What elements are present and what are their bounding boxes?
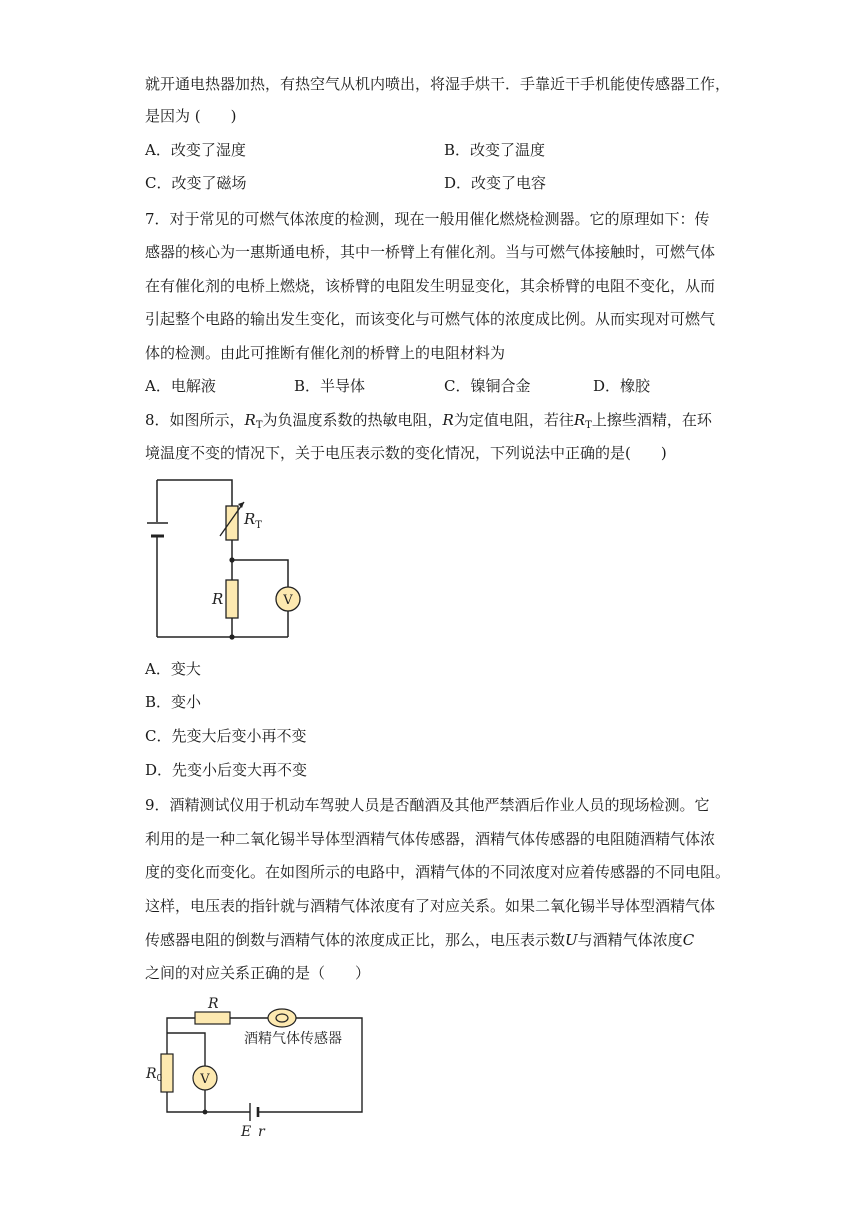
q8-option-b: B．变小 [145, 693, 202, 711]
q8-line1-part-b: 为负温度系数的热敏电阻， [262, 411, 443, 429]
q9-text-line-2: 利用的是一种二氧化锡半导体型酒精气体传感器，酒精气体传感器的电阻随酒精气体浓 [145, 830, 716, 848]
q9-c-symbol: C [682, 931, 695, 949]
q8-line1-part-c: 为定值电阻，若往 [453, 411, 574, 429]
q9-u-symbol: U [565, 931, 578, 949]
q9-resistor-r0 [161, 1054, 173, 1092]
q8-fig-rt-sub: T [255, 520, 262, 531]
q9-fig-r0-label [145, 1066, 163, 1084]
q8-wire-voltmeter-top [232, 560, 288, 587]
q9-sensor-label: 酒精气体传感器 [244, 1031, 342, 1047]
q6-option-b: B．改变了温度 [444, 141, 546, 159]
q9-text-line-4: 这样，电压表的指针就与酒精气体浓度有了对应关系。如果二氧化锡半导体型酒精气体 [145, 897, 716, 915]
q8-fig-r-label: R [212, 590, 224, 608]
q8-rt-subscript: T [255, 420, 263, 431]
q9-fig-internal-r-label: r [258, 1124, 265, 1140]
q8-text-line-1 [145, 410, 712, 436]
q9-text-line-5 [145, 930, 694, 950]
q8-rt-symbol-2: R [573, 411, 586, 429]
q8-option-a: A．变大 [145, 660, 201, 678]
q9-wire-left-top [167, 1018, 195, 1054]
q8-line1-part-d: 上擦些酒精，在环 [591, 411, 712, 429]
q7-text-line-4: 引起整个电路的输出发生变化，而该变化与可燃气体的浓度成比例。从而实现对可燃气 [145, 310, 716, 328]
q7-option-c: C．镍铜合金 [444, 377, 531, 395]
q8-junction-top [229, 557, 234, 562]
q8-fig-rt-label [243, 510, 262, 531]
q9-text-line-1: 9．酒精测试仪用于机动车驾驶人员是否酗酒及其他严禁酒后作业人员的现场检测。它 [145, 796, 710, 814]
q9-voltmeter-label: V [200, 1072, 210, 1087]
q8-voltmeter-label: V [283, 593, 293, 608]
q8-rt-subscript-2: T [585, 420, 592, 431]
q7-text-line-5: 体的检测。由此可推断有催化剂的桥臂上的电阻材料为 [145, 344, 506, 362]
q7-text-line-1: 7．对于常见的可燃气体浓度的检测，现在一般用催化燃烧检测器。它的原理如下：传 [145, 210, 710, 228]
q9-fig-r0-letter: R [146, 1066, 157, 1082]
q7-text-line-3: 在有催化剂的电桥上燃烧，该桥臂的电阻发生明显变化，其余桥臂的电阻不变化，从而 [145, 277, 716, 295]
q8-wire-top [157, 480, 232, 506]
q6-text-line-2: 是因为 ( ) [145, 107, 237, 125]
q7-text-line-2: 感器的核心为一惠斯通电桥，其中一桥臂上有催化剂。当与可燃气体接触时，可燃气体 [145, 243, 716, 261]
q6-option-c: C．改变了磁场 [145, 174, 247, 192]
q8-circuit-diagram [140, 470, 310, 650]
q8-junction-bottom [229, 634, 234, 639]
q9-fig-r-label: R [208, 996, 219, 1012]
q9-text-line-6: 之间的对应关系正确的是（ ） [145, 964, 371, 982]
q9-junction [203, 1110, 208, 1115]
q9-circuit-diagram [140, 992, 380, 1142]
q6-option-d: D．改变了电容 [444, 174, 547, 192]
q9-line5-part-b: 与酒精气体浓度 [577, 931, 683, 949]
q8-resistor-r [226, 580, 238, 618]
q8-r-symbol: R [442, 411, 454, 429]
q6-option-a: A．改变了湿度 [145, 141, 246, 159]
q8-fig-rt-letter: R [244, 510, 256, 528]
q8-rt-symbol: R [244, 411, 256, 429]
q7-option-d: D．橡胶 [593, 377, 651, 395]
q8-thermistor-rt [226, 506, 238, 540]
q9-wire-left-bottom [167, 1092, 250, 1112]
q8-line1-part-a: 8．如图所示， [145, 411, 245, 429]
q9-fig-e-label: E [241, 1124, 252, 1140]
q9-alcohol-sensor [268, 1009, 296, 1027]
q8-option-d: D．先变小后变大再不变 [145, 761, 308, 779]
q7-option-b: B．半导体 [294, 377, 366, 395]
q9-line5-part-a: 传感器电阻的倒数与酒精气体的浓度成正比，那么，电压表示数 [145, 931, 566, 949]
q8-option-c: C．先变大后变小再不变 [145, 727, 307, 745]
q9-text-line-3: 度的变化而变化。在如图所示的电路中，酒精气体的不同浓度对应着传感器的不同电阻。 [145, 863, 731, 881]
q8-text-line-2: 境温度不变的情况下，关于电压表示数的变化情况，下列说法中正确的是( ) [145, 444, 667, 462]
q6-text-line-1: 就开通电热器加热，有热空气从机内喷出，将湿手烘干．手靠近干手机能使传感器工作， [145, 75, 731, 93]
q7-option-a: A．电解液 [145, 377, 216, 395]
q9-fig-r0-sub: 0 [156, 1074, 163, 1084]
q9-resistor-r [195, 1012, 230, 1024]
